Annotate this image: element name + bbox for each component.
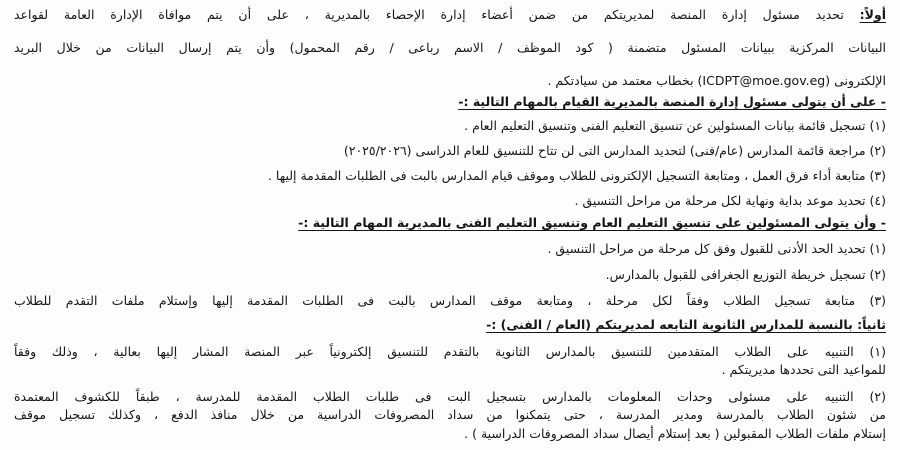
- platform-duty-item: (١) تسجيل قائمة بيانات المسئولين عن تنسيق التعليم الفنى وتنسيق التعليم العام .: [464, 118, 886, 133]
- section2-item2-line3: إستلام ملفات الطلاب المقبولين ( بعد إستلام أيصال سداد المصروفات الدراسية ) .: [464, 426, 886, 441]
- coordination-duty-item: (٣) متابعة تسجيل الطلاب وفقاً لكل مرحلة ، ومتابعة موقف المدارس بالبت فى الطلبات المقدمة إليها وإستلام ملفات التقدم للطلاب: [14, 293, 886, 308]
- platform-duty-item: (٤) تحديد موعد بداية ونهاية لكل مرحلة من مراحل التنسيق .: [574, 193, 886, 208]
- section1-marker: أولاً:: [859, 7, 886, 22]
- section1-text-1: تحديد مسئول إدارة المنصة لمديريتكم من ضمن أعضاء إدارة الإحصاء بالمديرية ، على أن يتم موافاة الإدارة العامة لقواعد: [14, 7, 844, 22]
- coordination-duty-item: (٢) تسجيل خريطة التوزيع الجغرافى للقبول بالمدارس.: [605, 267, 886, 282]
- section1-line1: [14, 6, 886, 24]
- section2-heading: ثانياً: بالنسبة للمدارس الثانوية التابعه لمديريتكم (العام / الفنى) :-: [486, 317, 886, 332]
- section2-item1-line1: (١) التنبيه على الطلاب المتقدمين للتنسيق بالمدارس الثانوية بالتقدم للتنسيق إلكترونياً عبر المنصة المشار إليها بعالية ، وذلك وفقاً: [14, 344, 886, 359]
- coordination-duty-item: (١) تحديد الحد الأدنى للقبول وفق كل مرحلة من مراحل التنسيق .: [547, 241, 886, 256]
- section2-item2-line1: (٢) التنبيه على مسئولى وحدات المعلومات بالمدارس بتسجيل البت فى طلبات الطلاب المقدمة للمدرسة ، طبقاً للكشوف المعتمدة: [14, 389, 886, 404]
- platform-duty-item: (٢) مراجعة قائمة المدارس (عام/فنى) لتحديد المدارس التى لن تتاح للتنسيق للعام الدراسى (٢٠٢٥/٢٠٢٦): [343, 143, 886, 158]
- platform-duties-heading: - على أن يتولى مسئول إدارة المنصة بالمديرية القيام بالمهام التالية :-: [458, 94, 886, 109]
- platform-duty-item: (٣) متابعة أداء فرق العمل ، ومتابعة التسجيل الإلكترونى للطلاب وموقف قيام المدارس بالبت فى الطلبات المقدمة إليها .: [267, 168, 886, 183]
- section1-line3: [14, 72, 886, 90]
- coordination-duties-heading: - وأن يتولى المسئولين على تنسيق التعليم العام وتنسيق التعليم الفنى بالمديرية المهام التالية :-: [298, 215, 886, 230]
- section1-text-3b: ) بخطاب معتمد من سيادتكم .: [547, 73, 703, 88]
- section1-line2: البيانات المركزية ببيانات المسئول متضمنة ( كود الموظف / الاسم رباعى / رقم المحمول) وأن يتم إرسال البيانات من خلال البريد: [14, 40, 886, 55]
- section2-item2-line2: من شئون الطلاب بالمدرسة ومدير المدرسة ، حتى يتمكنوا من سداد المصروفات الدراسية من خلال منافذ الدفع ، وكذلك تسجيل موقف: [14, 407, 886, 422]
- email-address: ICDPT@moe.gov.eg: [702, 73, 826, 88]
- section1-text-3a: الإلكترونى (: [825, 73, 886, 88]
- section2-item1-line2: للمواعيد التى تحددها مديريتكم .: [721, 362, 886, 377]
